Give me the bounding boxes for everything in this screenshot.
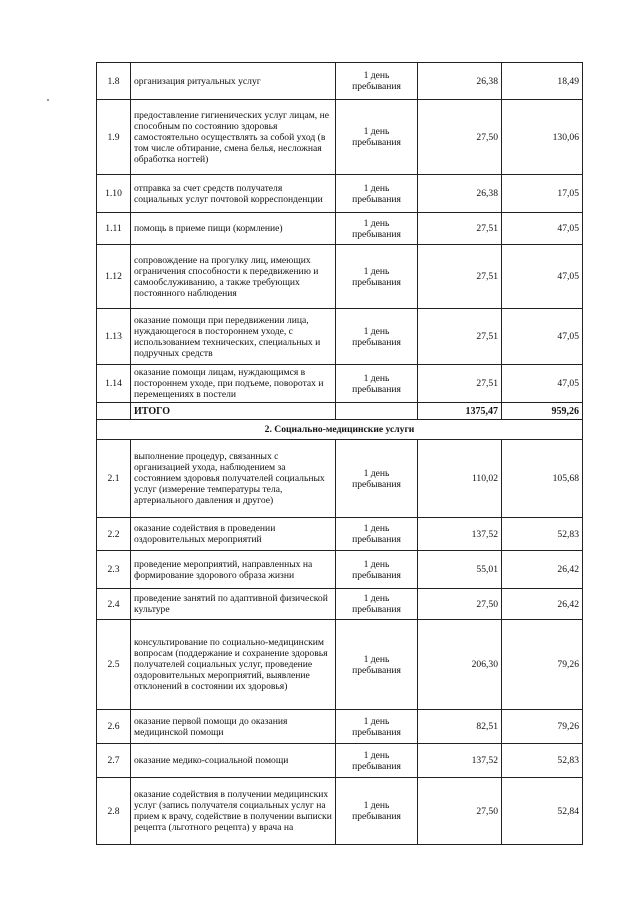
unit-of-measure: 1 день пребывания [336, 440, 418, 518]
service-name: выполнение процедур, связанных с организацией ухода, наблюдением за состоянием здоровья получателей социальных услуг (измерение температуры тела, артериального давления и другое) [131, 440, 336, 518]
tariff-value-1: 206,30 [418, 620, 502, 710]
table-row [97, 589, 583, 620]
table-row [97, 175, 583, 213]
tariff-value-2: 47,05 [502, 213, 583, 245]
service-name: проведение занятий по адаптивной физической культуре [131, 589, 336, 620]
tariff-value-2: 52,84 [502, 778, 583, 845]
unit-of-measure: 1 день пребывания [336, 309, 418, 365]
row-number: 2.2 [97, 518, 131, 551]
total-num-cell [97, 403, 131, 420]
unit-of-measure: 1 день пребывания [336, 245, 418, 309]
table-row [97, 100, 583, 175]
tariff-value-1: 27,51 [418, 213, 502, 245]
tariff-value-1: 26,38 [418, 175, 502, 213]
tariff-value-1: 27,50 [418, 589, 502, 620]
tariff-value-1: 137,52 [418, 744, 502, 778]
tariff-value-1: 27,51 [418, 245, 502, 309]
unit-of-measure: 1 день пребывания [336, 365, 418, 403]
row-number: 2.5 [97, 620, 131, 710]
tariff-value-2: 47,05 [502, 309, 583, 365]
service-name: отправка за счет средств получателя социальных услуг почтовой корреспонденции [131, 175, 336, 213]
tariff-value-1: 27,51 [418, 365, 502, 403]
row-number: 2.3 [97, 551, 131, 589]
service-name: оказание помощи лицам, нуждающимся в постороннем уходе, при подъеме, поворотах и перемещениях в постели [131, 365, 336, 403]
table-row [97, 440, 583, 518]
tariff-value-1: 27,51 [418, 309, 502, 365]
section-row [97, 420, 583, 440]
unit-of-measure: 1 день пребывания [336, 551, 418, 589]
unit-of-measure: 1 день пребывания [336, 620, 418, 710]
unit-of-measure: 1 день пребывания [336, 518, 418, 551]
tariff-value-1: 55,01 [418, 551, 502, 589]
service-name: предоставление гигиенических услуг лицам, не способным по состоянию здоровья самостоятельно осуществлять за собой уход (в том числе обтирание, смена белья, несложная обработка ногтей) [131, 100, 336, 175]
total-row [97, 403, 583, 420]
tariff-value-2: 17,05 [502, 175, 583, 213]
section-title: 2. Социально-медицинские услуги [97, 420, 583, 440]
row-number: 1.9 [97, 100, 131, 175]
service-name: оказание первой помощи до оказания медицинской помощи [131, 710, 336, 744]
table-row [97, 63, 583, 100]
service-name: помощь в приеме пищи (кормление) [131, 213, 336, 245]
service-name: консультирование по социально-медицинским вопросам (поддержание и сохранение здоровья получателей социальных услуг, проведение оздоровительных мероприятий, выявление отклонений в состоянии их здоровья) [131, 620, 336, 710]
row-number: 2.4 [97, 589, 131, 620]
tariff-value-2: 105,68 [502, 440, 583, 518]
row-number: 1.12 [97, 245, 131, 309]
row-number: 2.1 [97, 440, 131, 518]
service-name: оказание помощи при передвижении лица, нуждающегося в постороннем уходе, с использованием технических, специальных и подручных средств [131, 309, 336, 365]
total-value-2: 959,26 [502, 403, 583, 420]
unit-of-measure: 1 день пребывания [336, 213, 418, 245]
table-body-part2 [97, 440, 583, 845]
table-body-part1 [97, 63, 583, 403]
row-number: 2.7 [97, 744, 131, 778]
table-row [97, 365, 583, 403]
table-row [97, 213, 583, 245]
table-row [97, 744, 583, 778]
total-label: ИТОГО [131, 403, 336, 420]
tariff-value-1: 137,52 [418, 518, 502, 551]
table-row [97, 710, 583, 744]
service-name: сопровождение на прогулку лиц, имеющих ограничения способности к передвижению и самообслуживанию, а также требующих постоянного наблюдения [131, 245, 336, 309]
row-number: 2.8 [97, 778, 131, 845]
total-unit-cell [336, 403, 418, 420]
unit-of-measure: 1 день пребывания [336, 710, 418, 744]
tariff-value-2: 79,26 [502, 710, 583, 744]
tariff-value-2: 26,42 [502, 589, 583, 620]
tariff-value-1: 82,51 [418, 710, 502, 744]
tariff-value-2: 52,83 [502, 744, 583, 778]
total-value-1: 1375,47 [418, 403, 502, 420]
scan-speck [47, 99, 49, 101]
row-number: 2.6 [97, 710, 131, 744]
tariff-value-2: 52,83 [502, 518, 583, 551]
table-row [97, 778, 583, 845]
tariff-value-1: 27,50 [418, 100, 502, 175]
tariff-value-2: 47,05 [502, 245, 583, 309]
unit-of-measure: 1 день пребывания [336, 63, 418, 100]
row-number: 1.14 [97, 365, 131, 403]
table-row [97, 245, 583, 309]
service-name: оказание содействия в получении медицинских услуг (запись получателя социальных услуг на прием к врачу, содействие в получении выписки рецепта (льготного рецепта) у врача на [131, 778, 336, 845]
tariff-value-1: 27,50 [418, 778, 502, 845]
table-row [97, 518, 583, 551]
service-name: проведение мероприятий, направленных на формирование здорового образа жизни [131, 551, 336, 589]
table-total-and-section [97, 403, 583, 440]
tariff-value-2: 79,26 [502, 620, 583, 710]
unit-of-measure: 1 день пребывания [336, 175, 418, 213]
tariff-value-2: 47,05 [502, 365, 583, 403]
row-number: 1.8 [97, 63, 131, 100]
tariff-value-2: 26,42 [502, 551, 583, 589]
table-row [97, 309, 583, 365]
services-tariff-table [96, 62, 583, 845]
service-name: организация ритуальных услуг [131, 63, 336, 100]
table-row [97, 620, 583, 710]
table-row [97, 551, 583, 589]
unit-of-measure: 1 день пребывания [336, 744, 418, 778]
tariff-value-1: 110,02 [418, 440, 502, 518]
service-name: оказание содействия в проведении оздоровительных мероприятий [131, 518, 336, 551]
unit-of-measure: 1 день пребывания [336, 100, 418, 175]
tariff-value-1: 26,38 [418, 63, 502, 100]
unit-of-measure: 1 день пребывания [336, 778, 418, 845]
tariff-value-2: 18,49 [502, 63, 583, 100]
service-name: оказание медико-социальной помощи [131, 744, 336, 778]
tariff-value-2: 130,06 [502, 100, 583, 175]
row-number: 1.11 [97, 213, 131, 245]
unit-of-measure: 1 день пребывания [336, 589, 418, 620]
row-number: 1.13 [97, 309, 131, 365]
row-number: 1.10 [97, 175, 131, 213]
